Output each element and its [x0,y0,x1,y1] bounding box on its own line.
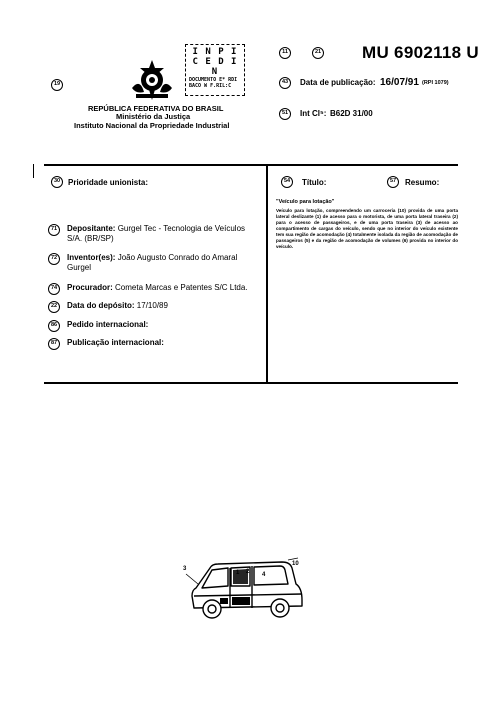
figure-label-2: 2 [246,569,250,575]
table-middle-divider [266,164,268,382]
int-cl-label: Int Cl⁵: [300,109,327,118]
table-left-edge [33,164,34,178]
applicant-label: Depositante: [67,224,116,233]
document-number: MU 6902118 U [362,43,480,62]
pub-date-label: Data de publicação: [300,78,376,87]
field-inventor [48,253,258,283]
title-label: Título: [302,178,327,187]
inventor-label: Inventor(es): [67,253,116,262]
attorney-value: Cometa Marcas e Patentes S/C Ltda. [115,283,248,292]
field-attorney [48,283,258,301]
code-19: 19 [51,79,63,91]
inpi-stamp [185,44,245,96]
code-71: 71 [48,224,60,236]
institute-name: Instituto Nacional da Propriedade Industrial [74,121,230,130]
field-list [48,224,258,356]
abstract-text: Veículo para lotação, compreendendo um carroceria (10) provida de uma porta lateral deslizante (1) de acesso para o motorista, de uma porta lateral traseira (2) para o acesso de passageiros, e de uma porta traseira (3) de acesso ao compartimento de cargas do veículo, sendo que no interior do veículo existente tem sua região de acomodação (4) totalmente isolada da região de acomodação de passageiros (5) e da região de acomodação de volumes (6) provida no interior do veículo. [276,208,458,249]
rpi-number: (RPI 1079) [422,80,449,86]
int-cl-value: B62D 31/00 [330,109,373,118]
priority-label: Prioridade unionista: [68,178,149,187]
field-intl-application [48,320,258,338]
field-applicant [48,224,258,253]
code-30: 30 [51,176,63,188]
intl-application-label: Pedido internacional: [67,320,149,329]
attorney-label: Procurador: [67,283,113,292]
abstract-label: Resumo: [405,178,440,187]
inventor-value: João Augusto Conrado do Amaral Gurgel [67,253,238,272]
ministry-name: Ministério da Justiça [116,112,191,121]
stamp-line-2: C E D I N [192,57,238,77]
code-72: 72 [48,253,60,265]
figure-label-10: 10 [292,561,299,567]
intl-publication-label: Publicação internacional: [67,338,164,347]
code-87: 87 [48,338,60,350]
code-22: 22 [48,301,60,313]
table-bottom-border [44,382,458,384]
figure-label-4: 4 [262,572,266,578]
field-filing-date [48,301,258,320]
code-51: 51 [279,108,291,120]
table-top-border [44,164,458,166]
code-21: 21 [312,47,324,59]
stamp-line-1: I N P I [192,47,238,57]
figure-label-1: 1 [236,570,240,576]
code-54: 54 [281,176,293,188]
applicant-value: Gurgel Tec - Tecnologia de Veículos S/A. (BR/SP) [67,224,246,243]
code-74: 74 [48,283,60,295]
code-86: 86 [48,320,60,332]
republic-name: REPÚBLICA FEDERATIVA DO BRASIL [88,104,224,113]
figure-label-3: 3 [183,566,187,572]
coat-of-arms-icon [126,58,178,102]
code-43: 43 [279,77,291,89]
code-11: 11 [279,47,291,59]
code-57: 57 [387,176,399,188]
pub-date: 16/07/91 [380,77,419,88]
field-intl-publication [48,338,258,356]
filing-date-label: Data do depósito: [67,301,135,310]
filing-date-value: 17/10/89 [136,301,168,310]
stamp-line-3: DOCUMENTO E* RDI [189,77,238,83]
stamp-line-4: BACO W F.RIL:C [189,83,232,89]
title-text: "Veículo para lotação" [276,199,335,205]
